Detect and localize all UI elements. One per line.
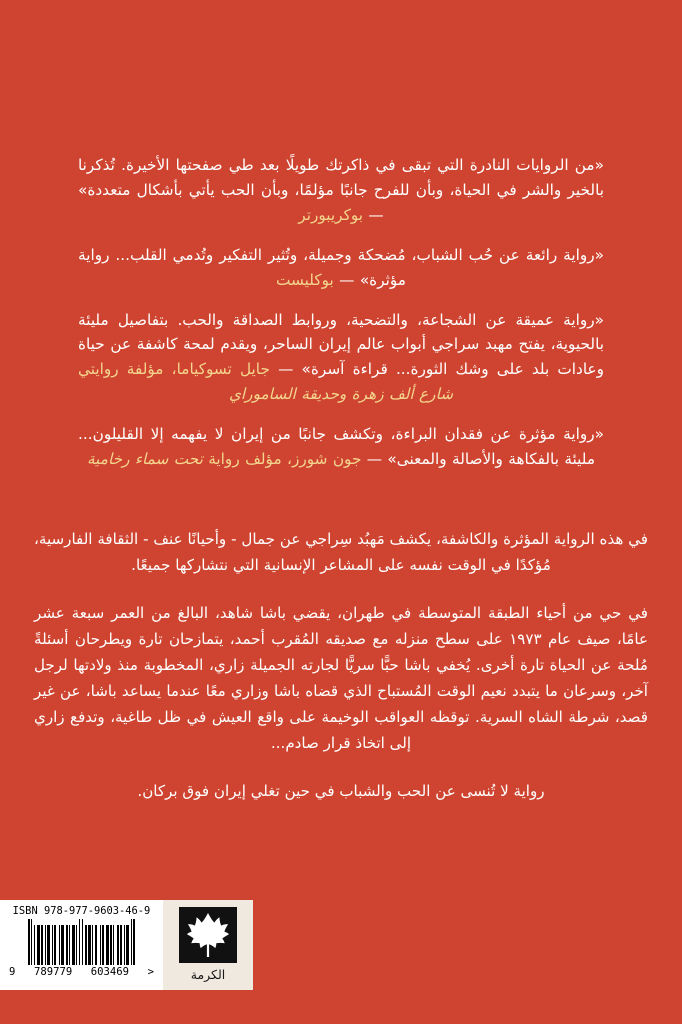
barcode-bars <box>28 919 135 965</box>
blurb-2-source: بوكليست <box>276 270 334 289</box>
blurb-1-source: بوكريبورتر <box>298 205 364 224</box>
barcode-digit-left: 9 <box>9 966 16 978</box>
synopsis-block <box>34 527 648 805</box>
blurb-2 <box>78 243 604 293</box>
barcode-digit-group-1: 789779 <box>33 966 73 978</box>
bottom-bar <box>0 900 253 990</box>
isbn-barcode <box>0 900 163 990</box>
blurb-1-quote: «من الروايات النادرة التي تبقى في ذاكرتك طويلًا بعد طي صفحتها الأخيرة. تُذكرنا بالخير والشر في الحياة، وبأن للفرح جانبًا مؤلمًا، وبأن الحب يأتي بأشكال متعددة» — <box>78 156 604 224</box>
blurb-4-source-title: تحت سماء رخامية <box>86 449 203 468</box>
synopsis-paragraph-2: في حي من أحياء الطبقة المتوسطة في طهران، يقضي باشا شاهد، البالغ من العمر سبعة عشر عامًا، صيف عام ١٩٧٣ على سطح منزله مع صديقه المُقرب أحمد، يتمازحان تارة ويطرحان أسئلةً مُلحة عن الحياة تارة أخرى. يُخفي باشا حبًّا سريًّا لجارته الجميلة زاري، المخطوبة منذ ولادتها لرجل آخر، وسرعان ما يتبدد نعيم الوقت المُستباح الذي قضاه باشا وزاري معًا عندما يساعد باشا، عن غير قصد، شرطة الشاه السرية. توقظه العواقب الوخيمة على واقع العيش في ظل طاغية، وتدفع زاري إلى اتخاذ قرار صادم... <box>34 603 648 752</box>
barcode-digit-group-2: 603469 <box>90 966 130 978</box>
publisher-logo-plate <box>163 900 253 990</box>
publisher-name: الكرمة <box>190 967 226 982</box>
barcode-digits <box>8 966 155 978</box>
blurb-3-source-title: شارع ألف زهرة وحديقة الساموراي <box>228 385 454 404</box>
blurb-3-quote: «رواية عميقة عن الشجاعة، والتضحية، وروابط الصداقة والحب. بتفاصيل مليئة بالحيوية، يفتح مهبد سراجي أبواب عالم إيران الساحر، ويقدم لمحة كاشفة عن حياة وعادات بلد على وشك الثورة... قراءة آسرة» — <box>78 310 605 379</box>
blurb-4-source: جون شورز، مؤلف رواية <box>202 449 362 468</box>
grape-leaf-icon <box>179 907 237 963</box>
isbn-number: ISBN 978-977-9603-46-9 <box>12 905 151 917</box>
synopsis-paragraph-1: في هذه الرواية المؤثرة والكاشفة، يكشف مَهبُد سِراجي عن جمال - وأحيانًا عنف - الثقافة الفارسية، مُؤكدًا في الوقت نفسه على المشاعر الإنسانية التي نتشاركها جميعًا. <box>34 530 648 574</box>
blurb-3 <box>78 308 604 407</box>
blurb-3-source: جايل تسوكياما، مؤلفة روايتي <box>78 360 270 379</box>
blurb-1 <box>78 153 604 227</box>
blurb-4-quote: «رواية مؤثرة عن فقدان البراءة، وتكشف جانبًا من إيران لا يفهمه إلا القليلون... مليئة بالفكاهة والأصالة والمعنى» — <box>78 425 604 468</box>
blurb-4 <box>78 422 604 472</box>
blurb-2-quote: «رواية رائعة عن حُب الشباب، مُضحكة وجميلة، وتُثير التفكير وتُدمي القلب... رواية مؤثرة» — <box>78 245 604 289</box>
review-blurbs <box>78 138 604 472</box>
barcode-digit-right: > <box>147 966 154 978</box>
synopsis-tagline: رواية لا تُنسى عن الحب والشباب في حين تغلي إيران فوق بركان. <box>137 781 545 800</box>
